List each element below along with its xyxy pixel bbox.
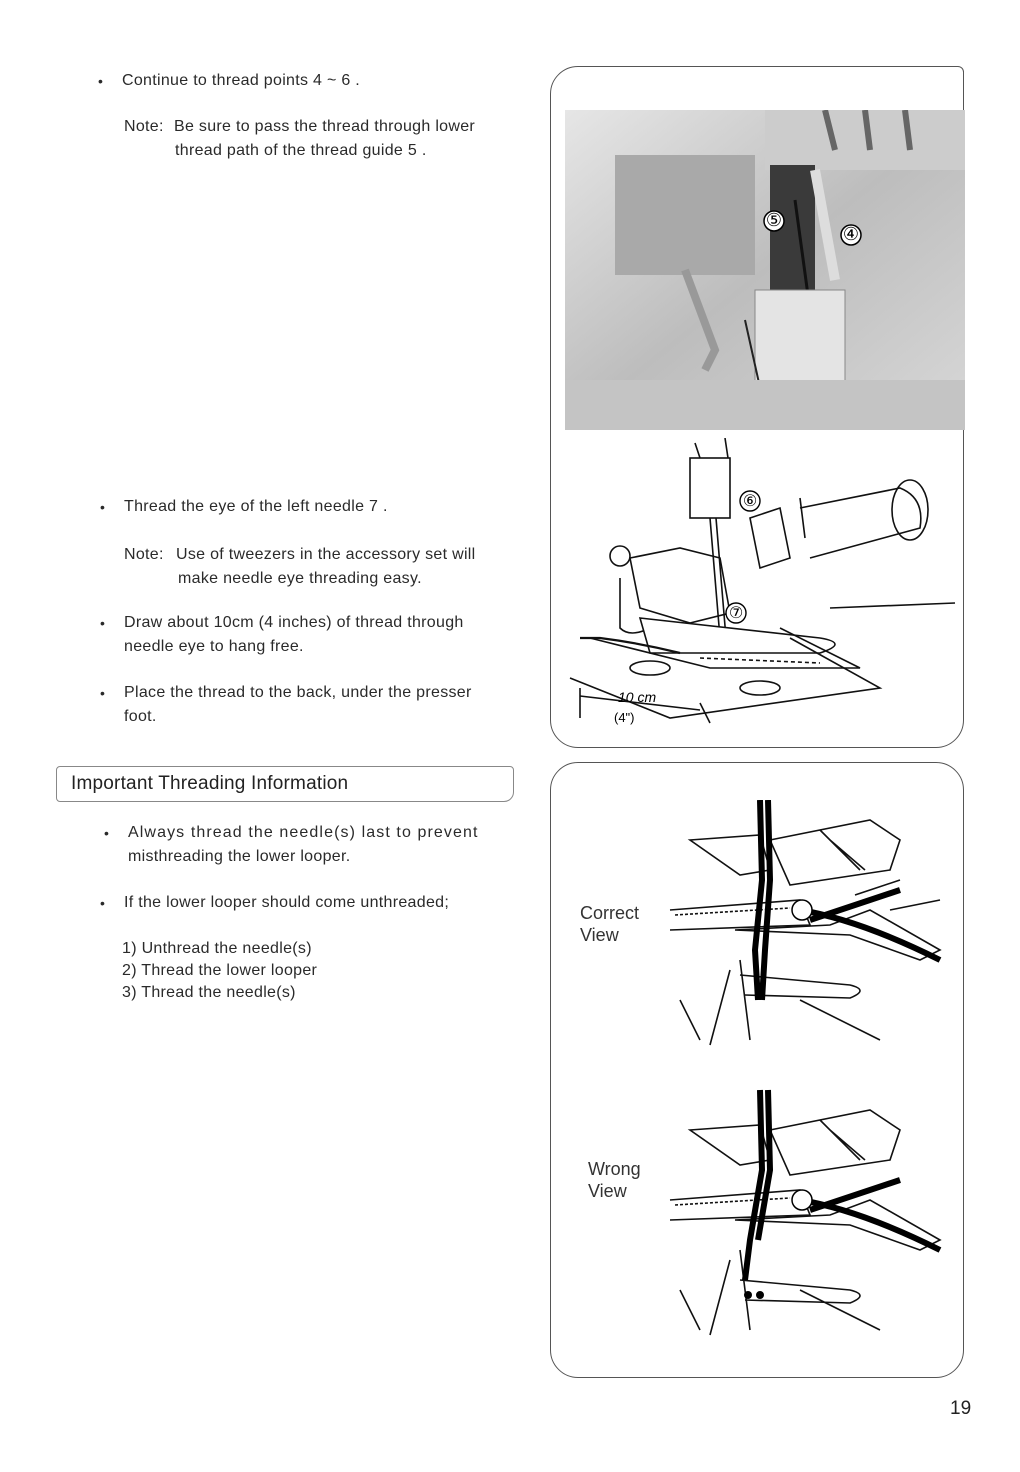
callout-4: ④ [842,224,860,245]
bullet-thread-eye [100,496,540,518]
wrong-view-diagram [660,1080,950,1340]
bullet-continue-thread [98,70,538,92]
bullet-draw-thread [100,612,540,658]
bullet-text: foot. [124,708,157,725]
note-line: thread path of the thread guide 5 . [175,142,427,159]
bullet-text: If the lower looper should come unthreaded; [124,894,450,911]
threading-photo [565,110,965,430]
note-thread-guide [124,116,544,164]
callout-7: ⑦ [728,603,744,622]
bullet-text: misthreading the lower looper. [128,848,351,865]
view-label-line: View [588,1181,627,1201]
view-label-line: Wrong [588,1159,641,1179]
note-line: Use of tweezers in the accessory set will [176,546,476,563]
bullet-dot: • [100,499,106,515]
note-label: Note: [124,118,164,135]
step-item: 3) Thread the needle(s) [122,984,296,1001]
note-line: make needle eye threading easy. [178,570,422,587]
view-label-line: View [580,925,619,945]
bullet-place-thread [100,682,540,728]
steps-list [122,938,422,1010]
bullet-looper-unthreaded [100,892,540,914]
view-label-line: Correct [580,903,640,923]
page-number: 19 [950,1398,972,1419]
bullet-text: Always thread the needle(s) last to prevent [128,824,479,841]
step-item: 1) Unthread the needle(s) [122,940,312,957]
note-label: Note: [124,546,164,563]
callout-5: ⑤ [765,210,783,231]
bullet-text: Thread the eye of the left needle 7 . [124,498,388,515]
bullet-needle-last [104,822,544,868]
bullet-text: Continue to thread points 4 ~ 6 . [122,72,361,89]
correct-view-label [580,902,639,946]
bullet-dot: • [104,825,110,841]
wrong-view-label [588,1158,641,1202]
step-item: 2) Thread the lower looper [122,962,318,979]
bullet-dot: • [100,895,106,911]
measure-cm-label: 10 cm [618,689,657,705]
note-tweezers [124,544,544,592]
bullet-text: Place the thread to the back, under the presser [124,684,472,701]
measure-inch-label: (4") [614,710,635,725]
important-heading-box [56,766,514,802]
correct-view-diagram [660,800,950,1050]
callout-6: ⑥ [742,491,758,510]
note-line: Be sure to pass the thread through lower [174,118,476,135]
bullet-text: Draw about 10cm (4 inches) of thread through [124,614,464,631]
bullet-text: needle eye to hang free. [124,638,304,655]
important-heading: Important Threading Information [71,773,349,794]
bullet-dot: • [98,73,104,89]
needle-eye-diagram [560,438,960,738]
bullet-dot: • [100,615,106,631]
bullet-dot: • [100,685,106,701]
